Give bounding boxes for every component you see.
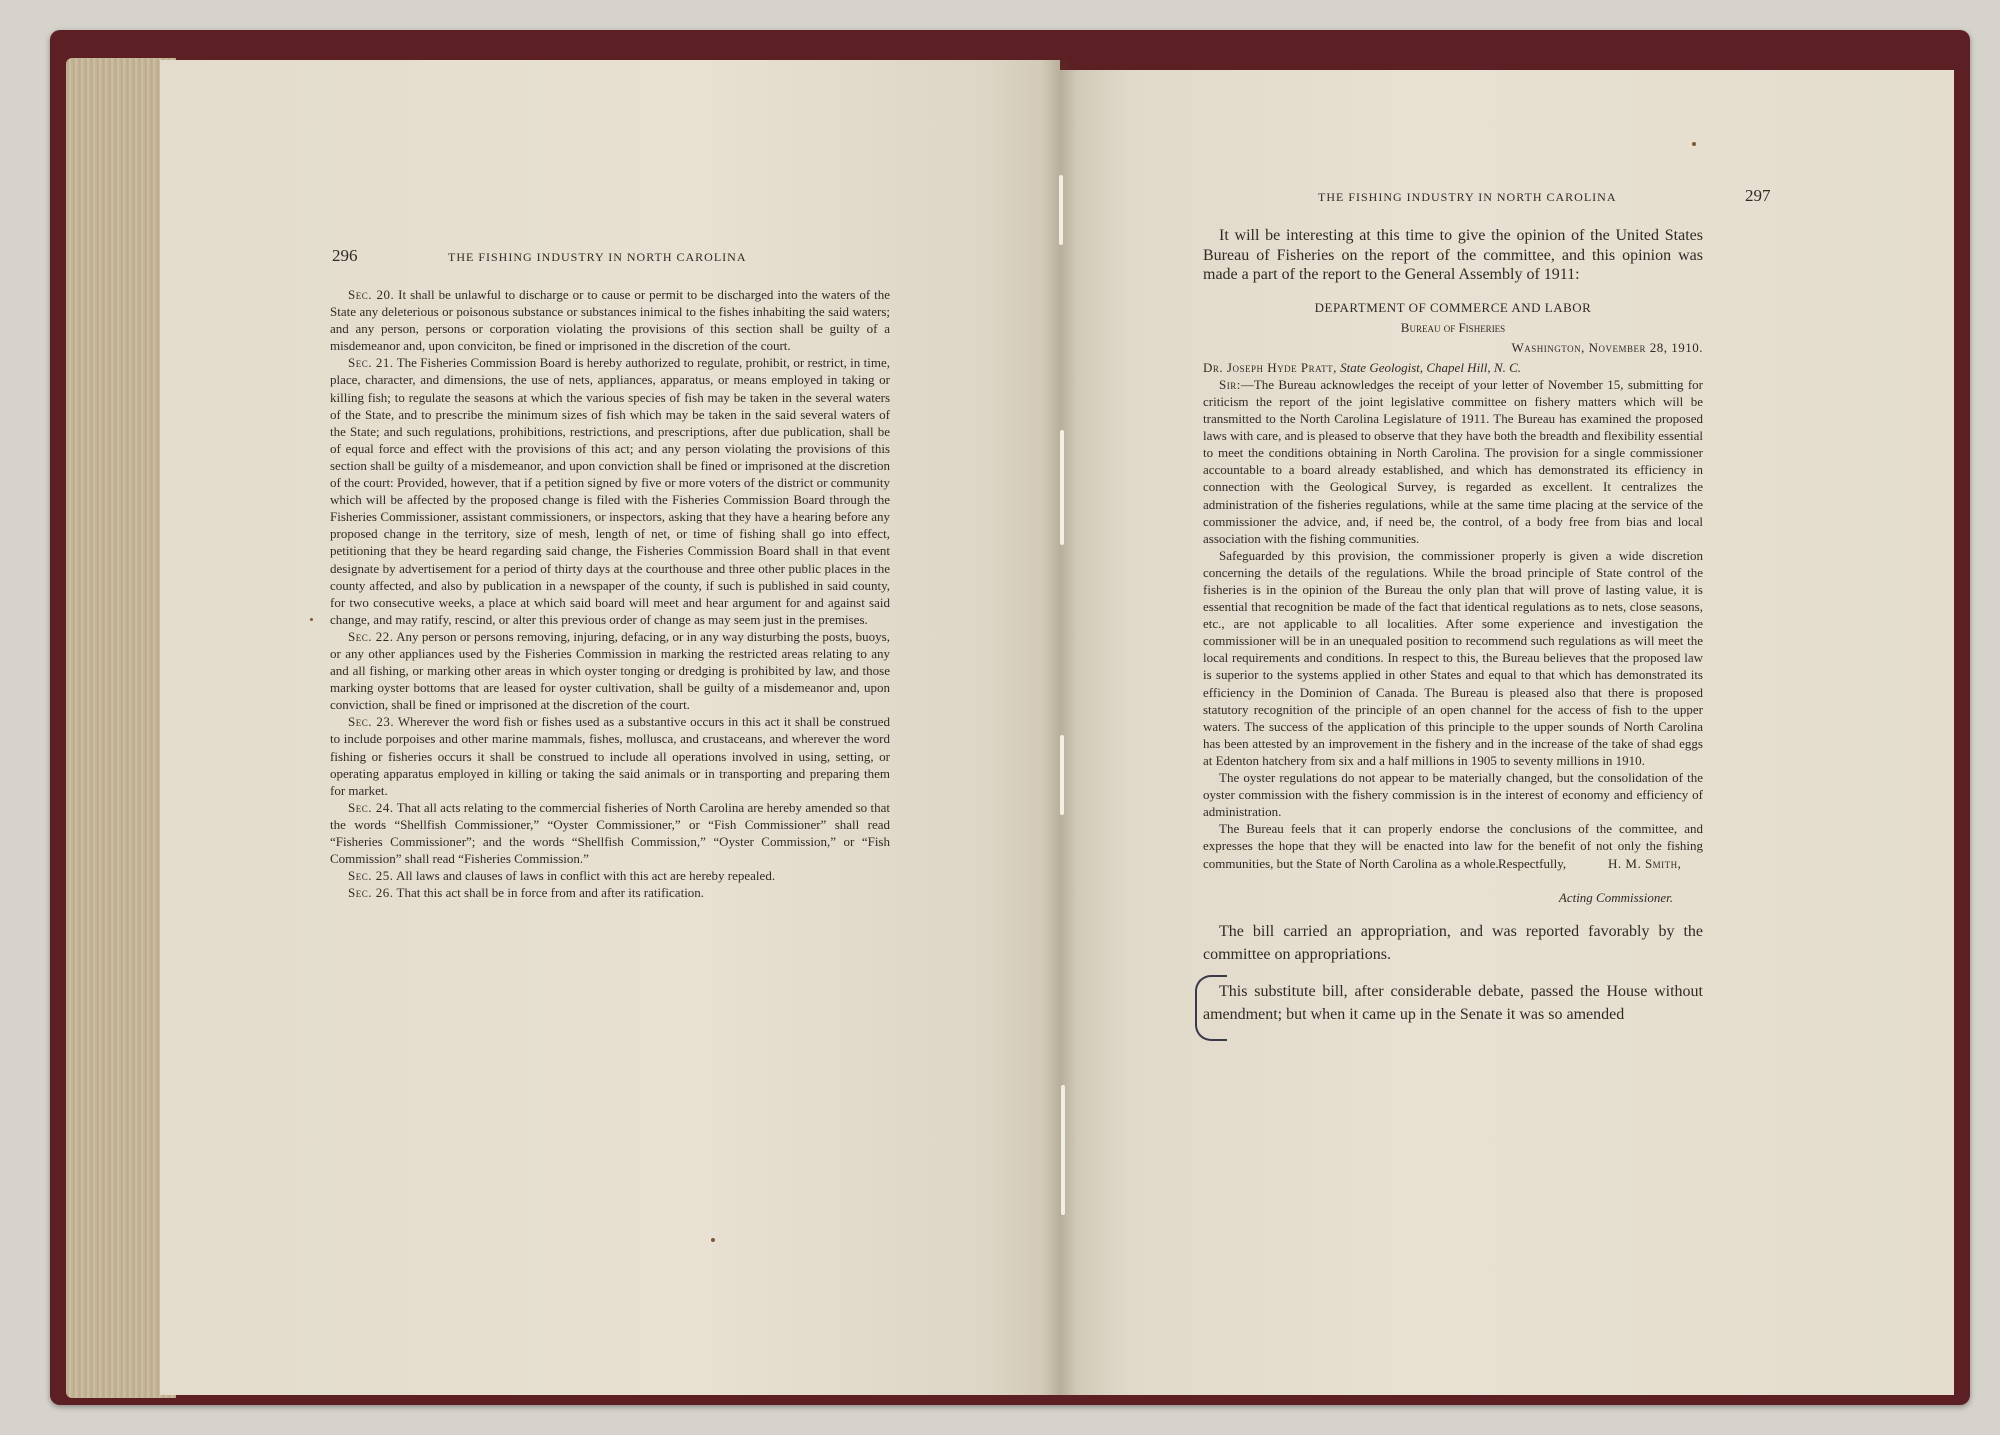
intro-paragraph: It will be interesting at this time to give the opinion of the United States Bureau of Fisheries on the report of the committee, and this opinion was made a part of the report to the General Assembly of 1911: — [1203, 227, 1703, 283]
left-text-column — [330, 286, 890, 901]
letter-paragraph: Safeguarded by this provision, the commissioner properly is given a wide discretion concerning the details of the regulations. While the broad principle of State control of the fisheries is in the opinion of the Bureau the only plan that will prove of lasting value, it is essential that recognition be made of the fact that identical regulations as to nets, close seasons, etc., are not applicable to all localities. After some experience and investigation the commissioner will be in an unequaled position to recommend such regulations as will meet the local requirements and conditions. In respect to this, the Bureau believes that the proposed law is superior to the systems applied in other States and equal to that which has demonstrated its efficiency in the Dominion of Canada. The Bureau is pleased also that there is proposed statutory recognition of the principle of an open channel for the access of fish to the upper waters. The success of the application of this principle to the upper sounds of North Carolina has been attested by an improvement in the fishery and in the increase of the take of shad eggs at Edenton hatchery from six and a half millions in 1905 to seventy millions in 1910. — [1203, 547, 1703, 768]
section-21 — [330, 354, 890, 628]
binding-stitch — [1060, 430, 1064, 545]
section-20 — [330, 286, 890, 354]
section-label: Sec. 22. — [348, 628, 394, 644]
right-running-head: THE FISHING INDUSTRY IN NORTH CAROLINA — [1318, 190, 1617, 204]
section-text: That all acts relating to the commercial fisheries of North Carolina are hereby amended so that the words “Shellfish Commissioner,” “Oyster Commissioner,” or “Fish Commissioner” shall read “Fisheries Commissioner”; and the words “Shellfish Commission,” “Oyster Commission,” or “Fish Commission” shall read “Fisheries Commission.” — [330, 799, 891, 867]
letter-paragraph: The Bureau feels that it can properly endorse the conclusions of the committee, and expresses the hope that they will be enacted into law for the benefit of not only the fishing communities, but the State of North Carolina as a whole. — [1203, 821, 1703, 871]
page-speck — [310, 618, 313, 621]
letter-paragraph: The oyster regulations do not appear to be materially changed, but the consolidation of the oyster commission with the fishery commission is in the interest of economy and efficiency of administration. — [1203, 770, 1703, 820]
narrative-paragraph: This substitute bill, after considerable debate, passed the House without amendment; but when it came up in the Senate it was so amended — [1203, 982, 1703, 1023]
signer-name: H. M. Smith, — [1608, 855, 1682, 871]
closing: Respectfully, — [1498, 855, 1567, 871]
addressee-title: State Geologist, Chapel Hill, N. C. — [1340, 359, 1521, 375]
binding-stitch — [1061, 1085, 1065, 1215]
section-22 — [330, 628, 890, 713]
binding-stitch — [1060, 735, 1064, 815]
section-text: That this act shall be in force from and after its ratification. — [396, 885, 705, 901]
pencil-bracket-mark — [1195, 975, 1227, 1041]
section-text: Any person or persons removing, injuring, defacing, or in any way disturbing the posts, buoys, or any other appliances used by the Fisheries Commission in marking the restricted areas relating to any and all fishing, or marking other areas in which oyster tonging or dredging is prohibited by law, and those marking oyster bottoms that are leased for oyster cultivation, shall be guilty of a misdemeanor and, upon conviction, shall be fined or imprisoned at the discretion of the court. — [330, 628, 890, 713]
letter-dateline: Washington, November 28, 1910. — [1511, 339, 1703, 355]
section-text: All laws and clauses of laws in conflict with this act are hereby repealed. — [396, 868, 776, 884]
section-text: The Fisheries Commission Board is hereby authorized to regulate, prohibit, or restrict, in time, place, character, and dimensions, the use of nets, appliances, apparatus, or means employed in taking or killing fish; to regulate the seasons at which the various species of fish may be taken in the several waters of the State, and to prescribe the minimum sizes of fish which may be taken in the said several waters of the State; and such regulations, prohibitions, restrictions, and prescriptions, after due publication, shall be of equal force and effect with the provisions of this act; and any person violating the provisions of this section shall be guilty of a misdemeanor, and upon conviction shall be fined or imprisoned at the discretion of the court: Provided, however, that if a petition signed by five or more voters of the district or community which will be affected by the proposed change is filed with the Fisheries Commission Board through the Fisheries Commissioner, assistant commissioners, or inspectors, asking that they have a hearing before any proposed change in the territory, size of mesh, length of net, or time of fishing shall go into effect, petitioning that they be heard regarding said change, the Fisheries Commission Board shall in that event designate by advertisement for a period of thirty days at the courthouse and three other public places in the county affected, and also by publication in a newspaper of the county, if such is published in said county, for two consecutive weeks, a place at which said board will meet and hear argument for and against said change, and may ratify, rescind, or alter this previous order of change as may seem just in the premises. — [330, 355, 890, 627]
section-label: Sec. 24. — [348, 799, 394, 815]
left-running-head: THE FISHING INDUSTRY IN NORTH CAROLINA — [448, 250, 747, 264]
letter-addressee — [1203, 359, 1703, 376]
left-page — [160, 60, 1060, 1395]
letter-signoff — [1203, 855, 1703, 889]
section-text: Wherever the word fish or fishes used as a substantive occurs in this act it shall be construed to include porpoises and other marine mammals, fishes, mollusca, and crustaceans, and wherever the word fishing or fisheries occurs it shall be construed to include all operations involved in using, setting, or operating apparatus employed in killing or taking the said animals or in transporting and preparing them for market. — [330, 714, 891, 798]
book-gutter — [1042, 60, 1078, 1395]
section-text: It shall be unlawful to discharge or to cause or permit to be discharged into the waters of the State any deleterious or poisonous substance or substances inimical to the fishes inhabiting the said waters; and any person, persons or corporation violating the provisions of this section shall be guilty of a misdemeanor and, upon conviciton, be fined or imprisoned in the discretion of the court. — [330, 287, 891, 354]
section-label: Sec. 23. — [348, 714, 395, 730]
page-speck — [1692, 142, 1696, 146]
section-25 — [330, 867, 890, 884]
page-speck — [711, 1238, 715, 1242]
bureau-heading: Bureau of Fisheries — [1400, 319, 1506, 335]
section-label: Sec. 26. — [348, 885, 394, 901]
left-folio: 296 — [332, 246, 358, 265]
department-heading: DEPARTMENT OF COMMERCE AND LABOR — [1314, 299, 1592, 315]
section-23 — [330, 713, 890, 798]
section-label: Sec. 25. — [348, 868, 394, 884]
section-label: Sec. 20. — [348, 287, 395, 302]
binding-stitch — [1059, 175, 1063, 245]
section-24 — [330, 799, 890, 867]
section-label: Sec. 21. — [348, 355, 394, 371]
narrative-paragraph: The bill carried an appropriation, and was reported favorably by the committee on appropriations. — [1203, 922, 1703, 963]
signer-title: Acting Commissioner. — [1558, 889, 1673, 905]
addressee-name: Dr. Joseph Hyde Pratt, — [1203, 359, 1337, 375]
right-folio: 297 — [1745, 186, 1771, 205]
letter-paragraph-text: —The Bureau acknowledges the receipt of your letter of November 15, submitting for criticism the report of the joint legislative committee on fishery matters which will be transmitted to the North Carolina Legislature of 1911. The Bureau has examined the proposed laws with care, and is pleased to observe that they have both the breadth and flexibility essential to meet the conditions obtaining in North Carolina. The provision for a single commissioner accountable to a board already established, and which has demonstrated its efficiency in connection with the Geological Survey, is regarded as excellent. It centralizes the administration of the fisheries regulations, while at the same time placing at the service of the commissioner the advice, and, if need be, the control, of a body free from bias and local association with the fishing communities. — [1203, 376, 1703, 546]
letter-paragraph — [1203, 376, 1703, 547]
salutation: Sir: — [1219, 376, 1241, 392]
right-text-column — [1203, 226, 1703, 1026]
section-26 — [330, 884, 890, 901]
